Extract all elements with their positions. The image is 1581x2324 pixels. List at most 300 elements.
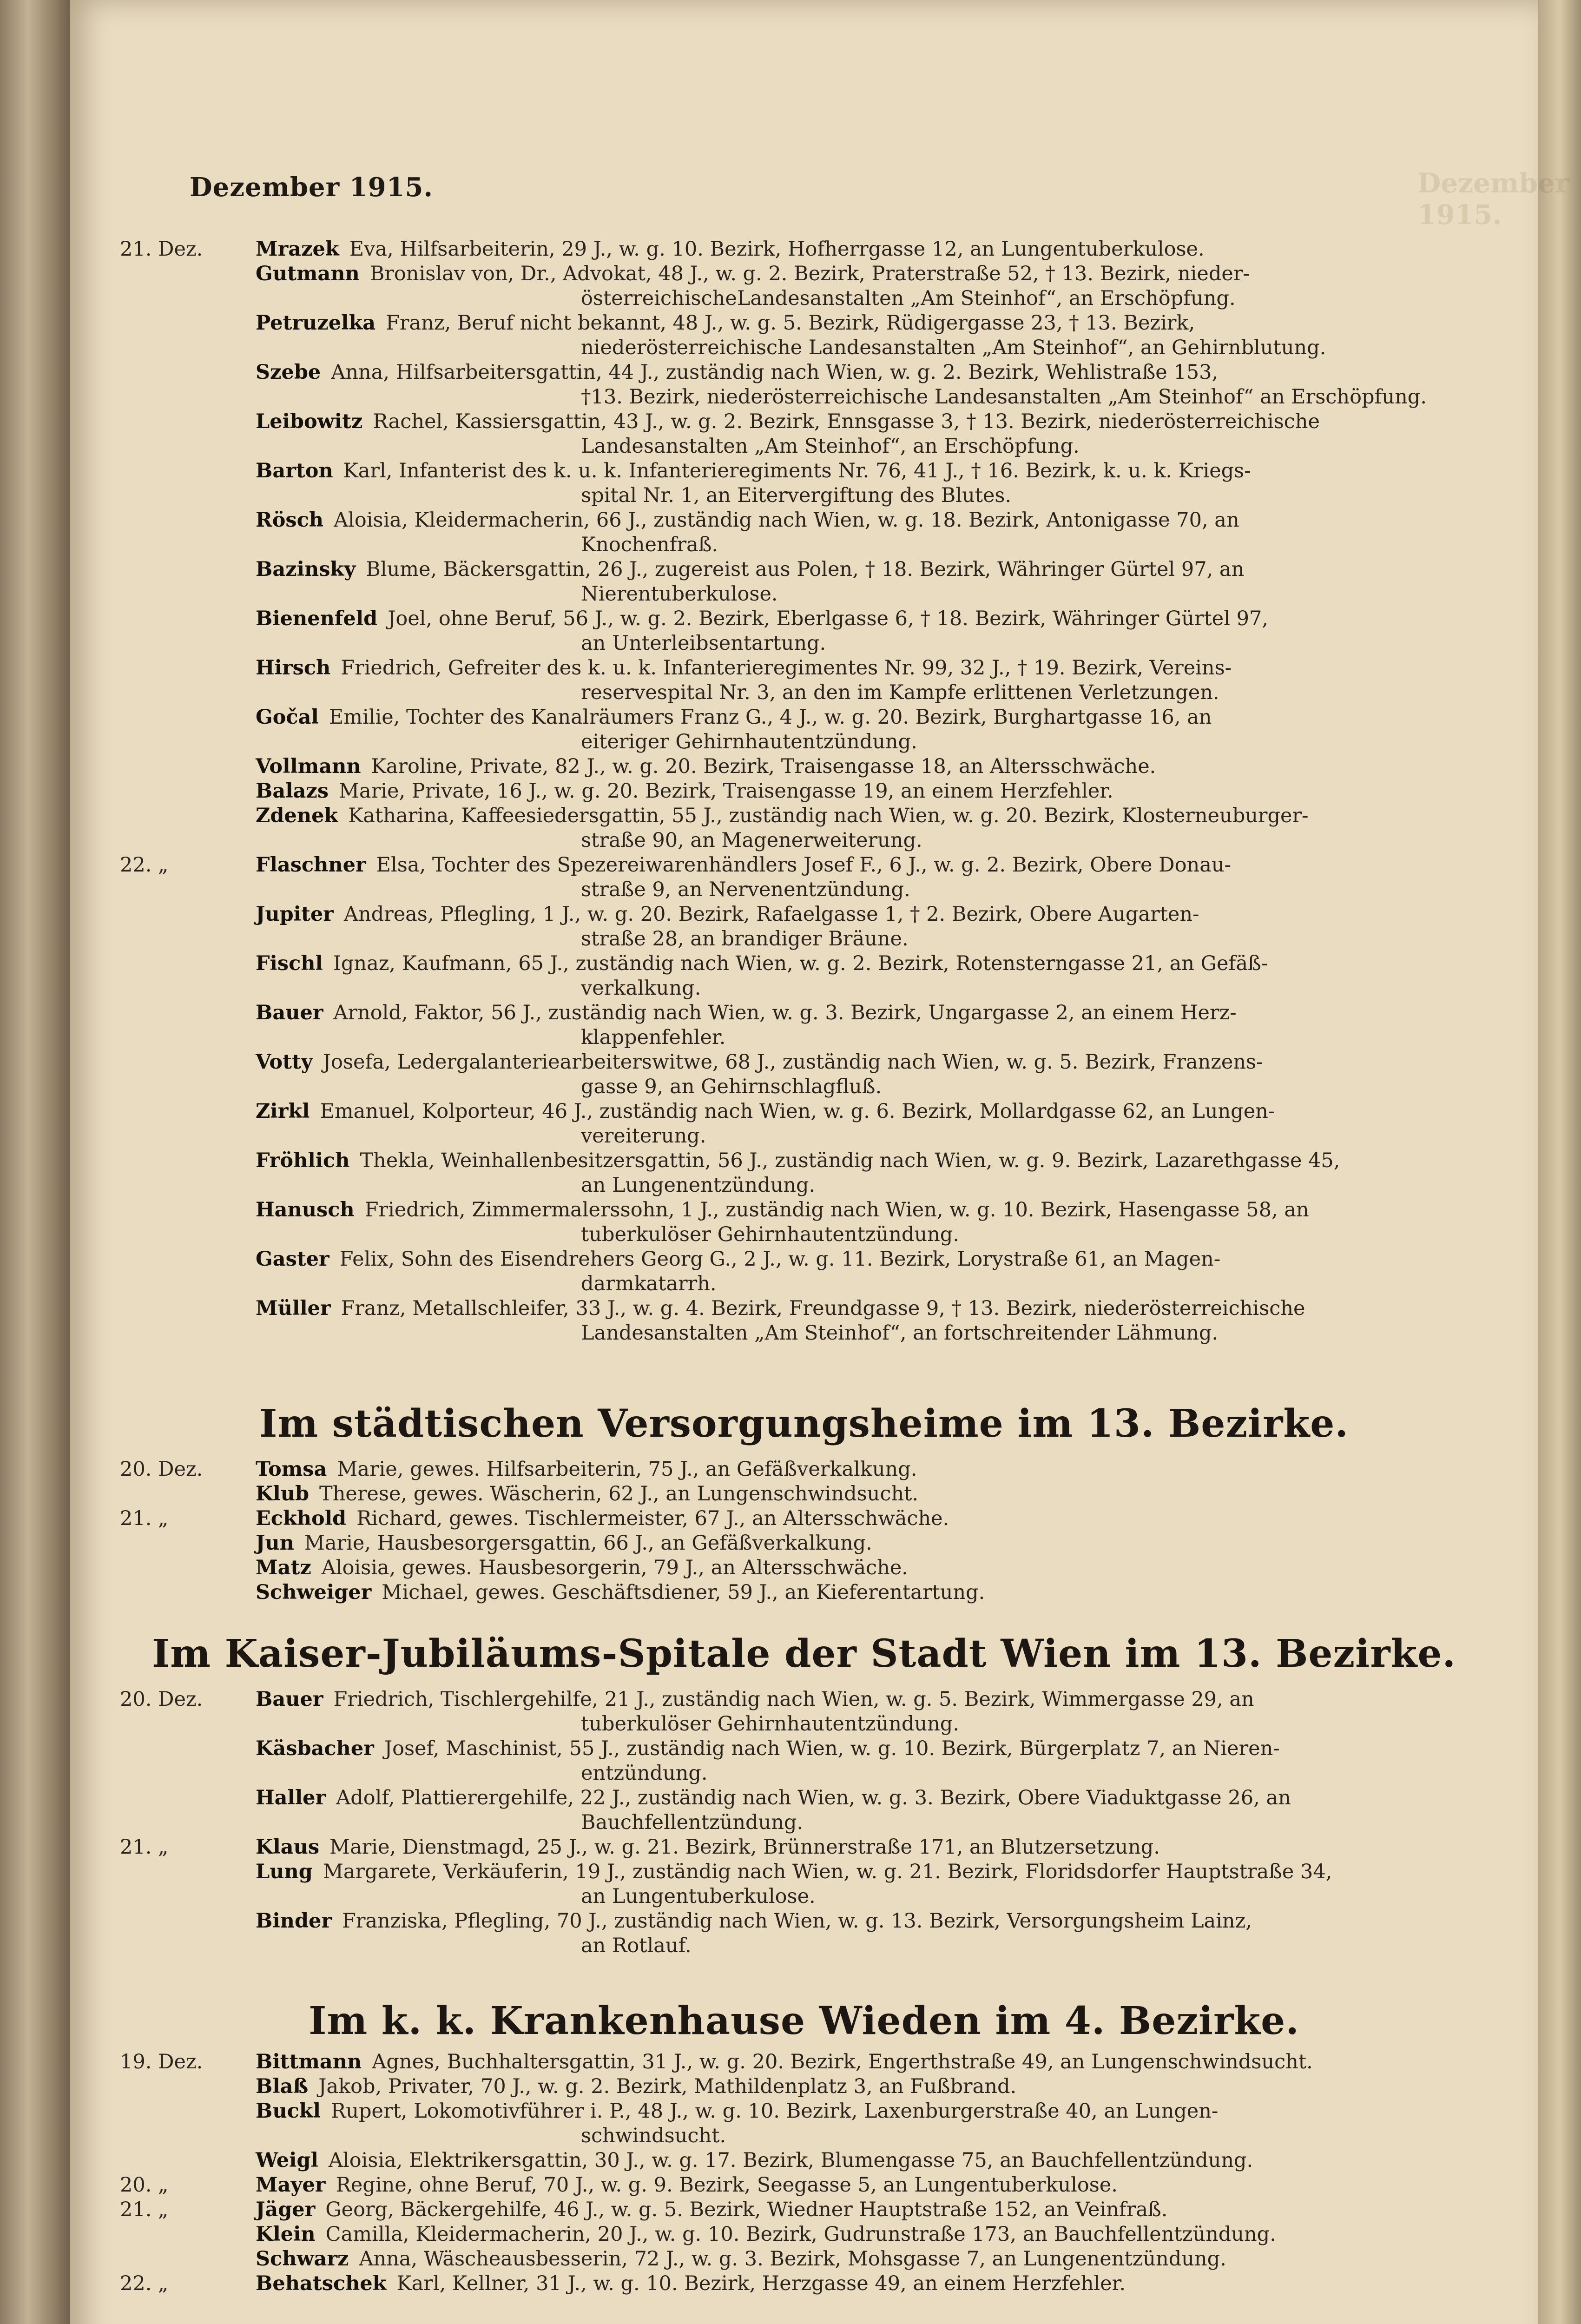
entry-date: 21. Dez. — [120, 238, 203, 261]
entry-line — [256, 2222, 1450, 2247]
entry-line — [256, 951, 1450, 976]
entry-text: Karl, Infanterist des k. u. k. Infanterieregiments Nr. 76, 41 J., † 16. Bezirk, k. u. k. Kriegs- — [343, 459, 1251, 482]
entry-text: eiteriger Gehirnhautentzündung. — [581, 730, 917, 753]
entry-text: Anna, Wäscheausbesserin, 72 J., w. g. 3. Bezirk, Mohsgasse 7, an Lungenentzündung. — [359, 2247, 1226, 2271]
deceased-surname: Klaus — [256, 1835, 320, 1859]
document-page — [70, 0, 1569, 2324]
entry-line — [256, 1149, 1450, 1173]
entry-line — [256, 1736, 1450, 1761]
entry-line — [256, 1909, 1450, 1934]
entry-line — [256, 459, 1450, 483]
register-entry — [70, 1099, 1538, 1149]
entry-text: Therese, gewes. Wäscherin, 62 J., an Lungenschwindsucht. — [319, 1482, 919, 1505]
entry-line — [256, 237, 1450, 262]
register-entry — [70, 1687, 1538, 1736]
register-entry — [70, 1149, 1538, 1198]
entry-text: Richard, gewes. Tischlermeister, 67 J., an Altersschwäche. — [356, 1507, 949, 1530]
entry-text: österreichischeLandesanstalten „Am Steinhof“, an Erschöpfung. — [581, 287, 1236, 310]
deceased-surname: Bienenfeld — [256, 607, 378, 630]
entry-text: Jakob, Privater, 70 J., w. g. 2. Bezirk, Mathildenplatz 3, an Fußbrand. — [318, 2075, 1017, 2098]
entry-continuation — [256, 1025, 1450, 1050]
entry-line — [256, 2148, 1450, 2173]
entry-text: niederösterreichische Landesanstalten „Am Steinhof“, an Gehirnblutung. — [581, 336, 1326, 359]
entry-text: klappenfehler. — [581, 1026, 726, 1049]
register-entry — [70, 360, 1538, 409]
entry-line — [256, 262, 1450, 286]
entry-body — [256, 2099, 1450, 2148]
deceased-surname: Jupiter — [256, 903, 334, 926]
entry-text: Regine, ohne Beruf, 70 J., w. g. 9. Bezirk, Seegasse 5, an Lungentuberkulose. — [336, 2173, 1118, 2197]
entry-body — [256, 754, 1450, 779]
entry-continuation — [256, 483, 1450, 508]
entry-line — [256, 2247, 1450, 2271]
entry-text: Rupert, Lokomotivführer i. P., 48 J., w. g. 10. Bezirk, Laxenburgerstraße 40, an Lungen- — [330, 2100, 1219, 2123]
entry-line — [256, 1531, 1450, 1556]
deceased-surname: Votty — [256, 1050, 313, 1074]
entry-line — [256, 705, 1450, 730]
entry-text: Michael, gewes. Geschäftsdiener, 59 J., an Kieferentartung. — [382, 1581, 985, 1604]
entry-body — [256, 1247, 1450, 1296]
entry-line — [256, 779, 1450, 804]
entry-line — [256, 1050, 1450, 1075]
entry-continuation — [256, 828, 1450, 853]
entry-text: Andreas, Pflegling, 1 J., w. g. 20. Bezirk, Rafaelgasse 1, † 2. Bezirk, Obere Augarten- — [343, 903, 1199, 926]
entry-date: 20. Dez. — [120, 1458, 203, 1481]
entry-text: Eva, Hilfsarbeiterin, 29 J., w. g. 10. Bezirk, Hofherrgasse 12, an Lungentuberkulose. — [349, 238, 1205, 261]
deceased-surname: Tomsa — [256, 1458, 327, 1481]
entry-text: Josefa, Ledergalanteriearbeiterswitwe, 68 J., zuständig nach Wien, w. g. 5. Bezirk, Franzens- — [323, 1050, 1263, 1074]
section-records — [70, 1457, 1538, 1605]
entry-body — [256, 2271, 1450, 2296]
entry-text: Adolf, Plattierergehilfe, 22 J., zuständig nach Wien, w. g. 3. Bezirk, Obere Viaduktgasse 26, an — [336, 1786, 1291, 1809]
register-entry — [70, 459, 1538, 508]
entry-body — [256, 1736, 1450, 1786]
entry-body — [256, 1835, 1450, 1860]
section-heading: Im k. k. Krankenhause Wieden im 4. Bezirke. — [309, 1999, 1299, 2043]
register-entry — [70, 1909, 1538, 1958]
section-records — [70, 1687, 1538, 1958]
deceased-surname: Eckhold — [256, 1507, 347, 1530]
deceased-surname: Schwarz — [256, 2247, 349, 2271]
entry-text: Friedrich, Gefreiter des k. u. k. Infanterieregimentes Nr. 99, 32 J., † 19. Bezirk, Vereins- — [341, 656, 1232, 680]
entry-body — [256, 705, 1450, 754]
entry-text: Thekla, Weinhallenbesitzersgattin, 56 J., zuständig nach Wien, w. g. 9. Bezirk, Lazarethgasse 45, — [360, 1149, 1340, 1172]
entry-body — [256, 656, 1450, 705]
register-entry — [70, 804, 1538, 853]
deceased-surname: Fischl — [256, 952, 323, 975]
entry-body — [256, 2074, 1450, 2099]
entry-date: 19. Dez. — [120, 2050, 203, 2073]
register-entry — [70, 2198, 1538, 2222]
entry-text: Marie, Private, 16 J., w. g. 20. Bezirk, Traisengasse 19, an einem Herzfehler. — [339, 779, 1113, 803]
entry-continuation — [256, 1272, 1450, 1296]
register-entry — [70, 1860, 1538, 1909]
entry-continuation — [256, 582, 1450, 607]
register-entry — [70, 2099, 1538, 2148]
entry-continuation — [256, 1173, 1450, 1198]
entry-line — [256, 1860, 1450, 1884]
entry-line — [256, 1296, 1450, 1321]
entry-continuation — [256, 878, 1450, 902]
register-entry — [70, 262, 1538, 311]
entry-line — [256, 1835, 1450, 1860]
register-entry — [70, 311, 1538, 360]
entry-date: 21. „ — [120, 2198, 169, 2221]
entry-text: straße 28, an brandiger Bräune. — [581, 927, 909, 951]
entry-text: †13. Bezirk, niederösterreichische Landesanstalten „Am Steinhof“ an Erschöpfung. — [581, 385, 1427, 409]
entry-text: tuberkulöser Gehirnhautentzündung. — [581, 1712, 959, 1736]
register-entry — [70, 607, 1538, 656]
entry-date: 20. Dez. — [120, 1688, 203, 1711]
entry-body — [256, 2198, 1450, 2222]
entry-text: an Lungentuberkulose. — [581, 1885, 816, 1908]
entry-body — [256, 409, 1450, 459]
entry-body — [256, 2148, 1450, 2173]
section-heading: Im Kaiser-Jubiläums-Spitale der Stadt Wien im 13. Bezirke. — [152, 1631, 1456, 1676]
entry-continuation — [256, 336, 1450, 360]
entry-line — [256, 311, 1450, 336]
entry-text: Margarete, Verkäuferin, 19 J., zuständig nach Wien, w. g. 21. Bezirk, Floridsdorfer Hauptstraße 34, — [323, 1860, 1332, 1883]
ghost-header-bleedthrough: Dezember 1915. — [1417, 167, 1569, 231]
entry-body — [256, 779, 1450, 804]
entry-body — [256, 1531, 1450, 1556]
deceased-surname: Käsbacher — [256, 1737, 374, 1760]
deceased-surname: Gaster — [256, 1248, 329, 1271]
register-entry — [70, 1506, 1538, 1531]
deceased-surname: Klein — [256, 2223, 316, 2246]
register-entry — [70, 705, 1538, 754]
entry-body — [256, 1909, 1450, 1958]
entry-text: Camilla, Kleidermacherin, 20 J., w. g. 10. Bezirk, Gudrunstraße 173, an Bauchfellentzündung. — [325, 2223, 1276, 2246]
entry-body — [256, 1050, 1450, 1099]
deceased-surname: Rösch — [256, 508, 324, 532]
entry-body — [256, 237, 1450, 262]
deceased-surname: Gutmann — [256, 262, 360, 285]
entry-text: verkalkung. — [581, 977, 701, 1000]
deceased-surname: Mrazek — [256, 238, 339, 261]
entry-continuation — [256, 1810, 1450, 1835]
deceased-surname: Matz — [256, 1556, 311, 1579]
entry-line — [256, 2198, 1450, 2222]
deceased-surname: Weigl — [256, 2149, 318, 2172]
entry-text: Josef, Maschinist, 55 J., zuständig nach Wien, w. g. 10. Bezirk, Bürgerplatz 7, an Nieren- — [384, 1737, 1280, 1760]
section-records — [70, 237, 1538, 1346]
deceased-surname: Flaschner — [256, 853, 366, 877]
entry-continuation — [256, 927, 1450, 951]
entry-body — [256, 557, 1450, 607]
entry-body — [256, 951, 1450, 1001]
entry-body — [256, 1149, 1450, 1198]
register-entry — [70, 2050, 1538, 2074]
entry-body — [256, 1099, 1450, 1149]
entry-body — [256, 1860, 1450, 1909]
register-entry — [70, 1457, 1538, 1482]
entry-text: Friedrich, Zimmermalerssohn, 1 J., zuständig nach Wien, w. g. 10. Bezirk, Hasengasse 58, an — [364, 1198, 1309, 1221]
entry-text: Nierentuberkulose. — [581, 582, 778, 606]
entry-text: Agnes, Buchhaltersgattin, 31 J., w. g. 20. Bezirk, Engerthstraße 49, an Lungenschwindsucht. — [372, 2050, 1313, 2073]
deceased-surname: Petruzelka — [256, 311, 376, 335]
entry-text: Franz, Beruf nicht bekannt, 48 J., w. g. 5. Bezirk, Rüdigergasse 23, † 13. Bezirk, — [386, 311, 1195, 335]
deceased-surname: Gočal — [256, 706, 319, 729]
entry-body — [256, 607, 1450, 656]
register-entry — [70, 1001, 1538, 1050]
entry-body — [256, 853, 1450, 902]
entry-continuation — [256, 1075, 1450, 1099]
entry-text: tuberkulöser Gehirnhautentzündung. — [581, 1223, 959, 1246]
deceased-surname: Vollmann — [256, 755, 361, 778]
register-entry — [70, 656, 1538, 705]
entry-line — [256, 1687, 1450, 1712]
register-entry — [70, 2271, 1538, 2296]
entry-line — [256, 2099, 1450, 2124]
entry-text: reservespital Nr. 3, an den im Kampfe erlittenen Verletzungen. — [581, 681, 1219, 704]
entry-date: 20. „ — [120, 2173, 169, 2197]
entry-text: Marie, Hausbesorgersgattin, 66 J., an Gefäßverkalkung. — [304, 1532, 872, 1555]
deceased-surname: Klub — [256, 1482, 310, 1505]
deceased-surname: Blaß — [256, 2075, 309, 2098]
deceased-surname: Leibowitz — [256, 410, 363, 433]
entry-text: Joel, ohne Beruf, 56 J., w. g. 2. Bezirk, Eberlgasse 6, † 18. Bezirk, Währinger Gürtel 97, — [388, 607, 1269, 630]
entry-line — [256, 2050, 1450, 2074]
register-entry — [70, 1050, 1538, 1099]
entry-line — [256, 1001, 1450, 1025]
entry-text: spital Nr. 1, an Eitervergiftung des Blutes. — [581, 484, 1012, 507]
entry-line — [256, 1099, 1450, 1124]
entry-text: Knochenfraß. — [581, 533, 718, 556]
entry-text: vereiterung. — [581, 1124, 706, 1148]
section-heading: Im städtischen Versorgungsheime im 13. Bezirke. — [259, 1401, 1349, 1446]
entry-line — [256, 656, 1450, 680]
deceased-surname: Haller — [256, 1786, 326, 1809]
book-gutter — [0, 0, 70, 2324]
deceased-surname: Mayer — [256, 2173, 326, 2197]
entry-body — [256, 804, 1450, 853]
entry-text: Franziska, Pflegling, 70 J., zuständig nach Wien, w. g. 13. Bezirk, Versorgungsheim Lainz, — [342, 1909, 1252, 1933]
entry-text: Aloisia, Elektrikersgattin, 30 J., w. g. 17. Bezirk, Blumengasse 75, an Bauchfellentzündung. — [328, 2149, 1253, 2172]
deceased-surname: Behatschek — [256, 2272, 387, 2295]
entry-body — [256, 1556, 1450, 1580]
entry-body — [256, 1786, 1450, 1835]
entry-line — [256, 902, 1450, 927]
register-entry — [70, 779, 1538, 804]
entry-text: Marie, gewes. Hilfsarbeiterin, 75 J., an Gefäßverkalkung. — [337, 1458, 917, 1481]
register-entry — [70, 2247, 1538, 2271]
entry-line — [256, 853, 1450, 878]
register-entry — [70, 1296, 1538, 1346]
entry-continuation — [256, 1884, 1450, 1909]
entry-text: Landesanstalten „Am Steinhof“, an fortschreitender Lähmung. — [581, 1321, 1219, 1345]
entry-text: Landesanstalten „Am Steinhof“, an Erschöpfung. — [581, 435, 1080, 458]
entry-line — [256, 1786, 1450, 1810]
register-entry — [70, 557, 1538, 607]
entry-line — [256, 607, 1450, 631]
entry-body — [256, 902, 1450, 951]
entry-continuation — [256, 286, 1450, 311]
entry-continuation — [256, 1934, 1450, 1958]
entry-continuation — [256, 1222, 1450, 1247]
register-entry — [70, 754, 1538, 779]
entry-line — [256, 1482, 1450, 1506]
entry-text: Ignaz, Kaufmann, 65 J., zuständig nach Wien, w. g. 2. Bezirk, Rotensterngasse 21, an Gefäß- — [333, 952, 1268, 975]
register-entry — [70, 508, 1538, 557]
entry-text: Felix, Sohn des Eisendrehers Georg G., 2 J., w. g. 11. Bezirk, Lorystraße 61, an Magen- — [339, 1248, 1221, 1271]
entry-line — [256, 1506, 1450, 1531]
entry-continuation — [256, 1761, 1450, 1786]
entry-body — [256, 1296, 1450, 1346]
entry-date: 22. „ — [120, 853, 169, 877]
register-entry — [70, 1247, 1538, 1296]
entry-line — [256, 2074, 1450, 2099]
entry-continuation — [256, 1321, 1450, 1346]
entry-line — [256, 1556, 1450, 1580]
entry-text: Emanuel, Kolporteur, 46 J., zuständig nach Wien, w. g. 6. Bezirk, Mollardgasse 62, an Lungen- — [320, 1100, 1275, 1123]
entry-body — [256, 1001, 1450, 1050]
entry-text: straße 9, an Nervenentzündung. — [581, 878, 910, 901]
entry-text: Aloisia, Kleidermacherin, 66 J., zuständig nach Wien, w. g. 18. Bezirk, Antonigasse 70, an — [334, 508, 1239, 532]
register-entry — [70, 2173, 1538, 2198]
entry-body — [256, 508, 1450, 557]
entry-line — [256, 409, 1450, 434]
deceased-surname: Binder — [256, 1909, 332, 1933]
deceased-surname: Bauer — [256, 1688, 323, 1711]
entry-body — [256, 2050, 1450, 2074]
entry-text: Arnold, Faktor, 56 J., zuständig nach Wien, w. g. 3. Bezirk, Ungargasse 2, an einem Herz- — [333, 1001, 1237, 1024]
entry-text: Emilie, Tochter des Kanalräumers Franz G., 4 J., w. g. 20. Bezirk, Burghartgasse 16, an — [329, 706, 1212, 729]
entry-text: Elsa, Tochter des Spezereiwarenhändlers Josef F., 6 J., w. g. 2. Bezirk, Obere Donau- — [376, 853, 1232, 877]
entry-body — [256, 1506, 1450, 1531]
entry-body — [256, 459, 1450, 508]
deceased-surname: Lung — [256, 1860, 313, 1883]
entry-body — [256, 2222, 1450, 2247]
entry-text: Friedrich, Tischlergehilfe, 21 J., zuständig nach Wien, w. g. 5. Bezirk, Wimmergasse 29, an — [333, 1688, 1254, 1711]
register-entry — [70, 2148, 1538, 2173]
deceased-surname: Bazinsky — [256, 558, 356, 581]
register-entry — [70, 951, 1538, 1001]
entry-line — [256, 1247, 1450, 1272]
entry-line — [256, 1580, 1450, 1605]
entry-body — [256, 360, 1450, 409]
entry-line — [256, 2271, 1450, 2296]
entry-text: Georg, Bäckergehilfe, 46 J., w. g. 5. Bezirk, Wiedner Hauptstraße 152, an Veinfraß. — [325, 2198, 1168, 2221]
deceased-surname: Zdenek — [256, 804, 338, 827]
entry-line — [256, 754, 1450, 779]
entry-line — [256, 360, 1450, 385]
entry-text: Rachel, Kassiersgattin, 43 J., w. g. 2. Bezirk, Ennsgasse 3, † 13. Bezirk, niederösterreichische — [373, 410, 1320, 433]
entry-date: 22. „ — [120, 2272, 169, 2295]
entry-continuation — [256, 680, 1450, 705]
entry-line — [256, 1457, 1450, 1482]
entry-body — [256, 262, 1450, 311]
register-entry — [70, 237, 1538, 262]
entry-text: Blume, Bäckersgattin, 26 J., zugereist aus Polen, † 18. Bezirk, Währinger Gürtel 97, an — [366, 558, 1245, 581]
entry-line — [256, 1198, 1450, 1222]
register-entry — [70, 1786, 1538, 1835]
entry-date: 21. „ — [120, 1835, 169, 1859]
entry-text: schwindsucht. — [581, 2124, 726, 2147]
deceased-surname: Jäger — [256, 2198, 316, 2221]
entry-body — [256, 2247, 1450, 2271]
deceased-surname: Müller — [256, 1297, 331, 1320]
entry-continuation — [256, 730, 1450, 754]
register-entry — [70, 409, 1538, 459]
entry-line — [256, 804, 1450, 828]
entry-line — [256, 508, 1450, 533]
register-entry — [70, 2074, 1538, 2099]
entry-text: an Lungenentzündung. — [581, 1174, 816, 1197]
entry-body — [256, 2173, 1450, 2198]
entry-continuation — [256, 976, 1450, 1001]
entry-text: entzündung. — [581, 1762, 708, 1785]
entry-text: an Unterleibsentartung. — [581, 632, 826, 655]
entry-body — [256, 1580, 1450, 1605]
entry-text: an Rotlauf. — [581, 1934, 692, 1957]
entry-continuation — [256, 1712, 1450, 1736]
register-entry — [70, 1198, 1538, 1247]
deceased-surname: Schweiger — [256, 1581, 372, 1604]
register-entry — [70, 902, 1538, 951]
register-entry — [70, 853, 1538, 902]
deceased-surname: Szebe — [256, 361, 321, 384]
section-records — [70, 2050, 1538, 2296]
entry-body — [256, 311, 1450, 360]
entry-text: Bronislav von, Dr., Advokat, 48 J., w. g. 2. Bezirk, Praterstraße 52, † 13. Bezirk, nieder- — [369, 262, 1250, 285]
register-entry — [70, 1556, 1538, 1580]
entry-text: Franz, Metallschleifer, 33 J., w. g. 4. Bezirk, Freundgasse 9, † 13. Bezirk, niederösterreichische — [341, 1297, 1305, 1320]
deceased-surname: Fröhlich — [256, 1149, 350, 1172]
entry-text: Karoline, Private, 82 J., w. g. 20. Bezirk, Traisengasse 18, an Altersschwäche. — [371, 755, 1156, 778]
entry-date: 21. „ — [120, 1507, 169, 1530]
register-entry — [70, 1736, 1538, 1786]
entry-continuation — [256, 385, 1450, 409]
entry-continuation — [256, 631, 1450, 656]
entry-text: Marie, Dienstmagd, 25 J., w. g. 21. Bezirk, Brünnerstraße 171, an Blutzersetzung. — [329, 1835, 1160, 1859]
register-entry — [70, 1580, 1538, 1605]
entry-continuation — [256, 2124, 1450, 2148]
entry-continuation — [256, 434, 1450, 459]
register-entry — [70, 1531, 1538, 1556]
entry-text: darmkatarrh. — [581, 1272, 717, 1295]
entry-text: Katharina, Kaffeesiedersgattin, 55 J., zuständig nach Wien, w. g. 20. Bezirk, Klosterneuburger- — [348, 804, 1309, 827]
entry-body — [256, 1687, 1450, 1736]
entry-text: gasse 9, an Gehirnschlagfluß. — [581, 1075, 882, 1098]
deceased-surname: Bittmann — [256, 2050, 362, 2073]
entry-text: Bauchfellentzündung. — [581, 1811, 804, 1834]
entry-line — [256, 557, 1450, 582]
entry-text: Anna, Hilfsarbeitersgattin, 44 J., zuständig nach Wien, w. g. 2. Bezirk, Wehlistraße 153, — [331, 361, 1219, 384]
deceased-surname: Buckl — [256, 2100, 321, 2123]
deceased-surname: Hirsch — [256, 656, 331, 680]
deceased-surname: Barton — [256, 459, 333, 482]
deceased-surname: Zirkl — [256, 1100, 310, 1123]
entry-body — [256, 1457, 1450, 1482]
entry-text: Karl, Kellner, 31 J., w. g. 10. Bezirk, Herzgasse 49, an einem Herzfehler. — [396, 2272, 1126, 2295]
entry-continuation — [256, 1124, 1450, 1149]
deceased-surname: Jun — [256, 1532, 294, 1555]
register-entry — [70, 1482, 1538, 1506]
deceased-surname: Balazs — [256, 779, 329, 803]
entry-line — [256, 2173, 1450, 2198]
page-header: Dezember 1915. — [190, 172, 434, 203]
register-entry — [70, 2222, 1538, 2247]
deceased-surname: Bauer — [256, 1001, 323, 1024]
entry-continuation — [256, 533, 1450, 557]
entry-text: straße 90, an Magenerweiterung. — [581, 829, 922, 852]
deceased-surname: Hanusch — [256, 1198, 355, 1221]
entry-body — [256, 1198, 1450, 1247]
entry-body — [256, 1482, 1450, 1506]
page-edge — [1538, 0, 1581, 2324]
register-entry — [70, 1835, 1538, 1860]
